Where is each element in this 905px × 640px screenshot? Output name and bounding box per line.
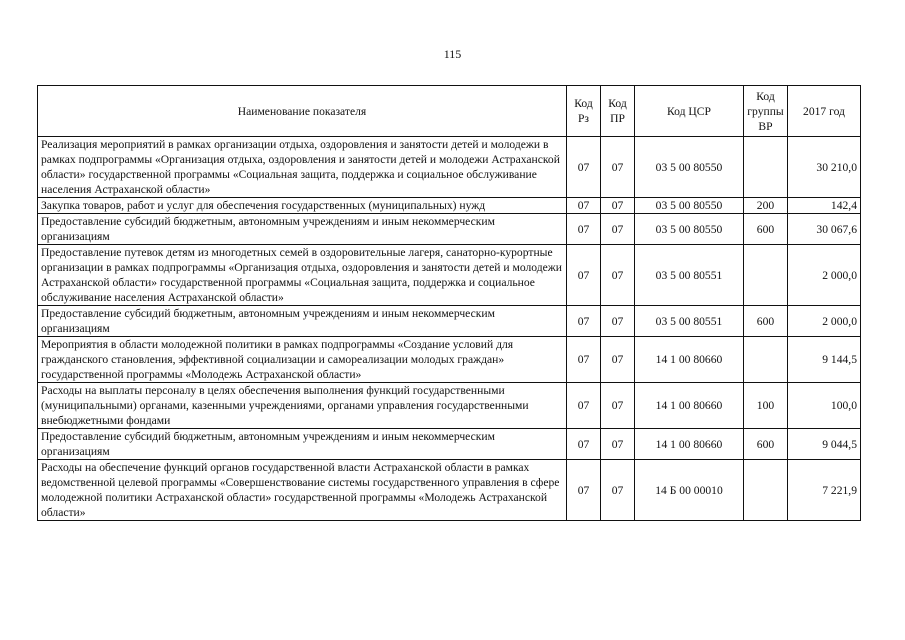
row-name: Предоставление субсидий бюджетным, автономным учреждениям и иным некоммерческим организациям xyxy=(38,429,567,460)
row-name: Мероприятия в области молодежной политики в рамках подпрограммы «Создание условий для гражданского становления, эффективной социализации и самореализации молодых граждан» государственной программы «Молодежь Астраханской области» xyxy=(38,337,567,383)
row-pr: 07 xyxy=(601,137,635,198)
row-amount: 9 144,5 xyxy=(788,337,861,383)
column-header-csr: Код ЦСР xyxy=(635,86,744,137)
column-header-pr: Код ПР xyxy=(601,86,635,137)
row-pr: 07 xyxy=(601,337,635,383)
budget-table xyxy=(37,85,861,521)
row-pr: 07 xyxy=(601,214,635,245)
row-name: Реализация мероприятий в рамках организации отдыха, оздоровления и занятости детей и молодежи в рамках подпрограммы «Организация отдыха, оздоровления и занятости детей и молодежи Астраханской области» государственной программы «Социальная защита, поддержка и социальное обслуживание населения Астраханской области» xyxy=(38,137,567,198)
column-header-vr: Код группы ВР xyxy=(744,86,788,137)
row-vr xyxy=(744,245,788,306)
row-amount: 2 000,0 xyxy=(788,306,861,337)
table-row xyxy=(38,383,861,429)
row-csr: 14 1 00 80660 xyxy=(635,337,744,383)
row-csr: 03 5 00 80550 xyxy=(635,198,744,214)
row-rz: 07 xyxy=(567,306,601,337)
table-row xyxy=(38,245,861,306)
row-amount: 100,0 xyxy=(788,383,861,429)
row-name: Предоставление путевок детям из многодетных семей в оздоровительные лагеря, санаторно-курортные организации в рамках подпрограммы «Организация отдыха, оздоровления и занятости детей и молодежи Астраханской области» государственной программы «Социальная защита, поддержка и социальное обслуживание населения Астраханской области» xyxy=(38,245,567,306)
row-csr: 03 5 00 80550 xyxy=(635,214,744,245)
row-pr: 07 xyxy=(601,198,635,214)
column-header-name: Наименование показателя xyxy=(38,86,567,137)
row-vr xyxy=(744,460,788,521)
row-name: Расходы на обеспечение функций органов государственной власти Астраханской области в рамках ведомственной целевой программы «Совершенствование системы государственного управления в сфере молодежной политики Астраханской области» государственной программы «Молодежь Астраханской области» xyxy=(38,460,567,521)
row-rz: 07 xyxy=(567,337,601,383)
row-csr: 03 5 00 80551 xyxy=(635,245,744,306)
row-rz: 07 xyxy=(567,460,601,521)
row-amount: 9 044,5 xyxy=(788,429,861,460)
row-amount: 7 221,9 xyxy=(788,460,861,521)
row-rz: 07 xyxy=(567,429,601,460)
row-rz: 07 xyxy=(567,214,601,245)
row-rz: 07 xyxy=(567,383,601,429)
table-row xyxy=(38,306,861,337)
row-vr: 600 xyxy=(744,306,788,337)
row-vr xyxy=(744,337,788,383)
column-header-rz: Код Рз xyxy=(567,86,601,137)
row-rz: 07 xyxy=(567,245,601,306)
row-name: Закупка товаров, работ и услуг для обеспечения государственных (муниципальных) нужд xyxy=(38,198,567,214)
row-csr: 14 Б 00 00010 xyxy=(635,460,744,521)
table-header-row xyxy=(38,86,861,137)
row-csr: 14 1 00 80660 xyxy=(635,429,744,460)
row-pr: 07 xyxy=(601,306,635,337)
page-number: 115 xyxy=(443,47,462,61)
row-rz: 07 xyxy=(567,198,601,214)
row-amount: 30 210,0 xyxy=(788,137,861,198)
row-pr: 07 xyxy=(601,383,635,429)
row-vr: 600 xyxy=(744,214,788,245)
row-vr: 100 xyxy=(744,383,788,429)
row-amount: 30 067,6 xyxy=(788,214,861,245)
row-pr: 07 xyxy=(601,245,635,306)
table-row xyxy=(38,337,861,383)
row-csr: 03 5 00 80551 xyxy=(635,306,744,337)
row-pr: 07 xyxy=(601,429,635,460)
row-name: Предоставление субсидий бюджетным, автономным учреждениям и иным некоммерческим организациям xyxy=(38,306,567,337)
row-rz: 07 xyxy=(567,137,601,198)
table-row xyxy=(38,460,861,521)
row-csr: 03 5 00 80550 xyxy=(635,137,744,198)
row-vr xyxy=(744,137,788,198)
table-row xyxy=(38,137,861,198)
table-row xyxy=(38,429,861,460)
row-vr: 200 xyxy=(744,198,788,214)
row-amount: 2 000,0 xyxy=(788,245,861,306)
table-row xyxy=(38,214,861,245)
row-name: Расходы на выплаты персоналу в целях обеспечения выполнения функций государственными (муниципальными) органами, казенными учреждениями, органами управления государственными внебюджетными фондами xyxy=(38,383,567,429)
row-csr: 14 1 00 80660 xyxy=(635,383,744,429)
row-pr: 07 xyxy=(601,460,635,521)
column-header-year: 2017 год xyxy=(788,86,861,137)
row-vr: 600 xyxy=(744,429,788,460)
table-row xyxy=(38,198,861,214)
row-name: Предоставление субсидий бюджетным, автономным учреждениям и иным некоммерческим организациям xyxy=(38,214,567,245)
row-amount: 142,4 xyxy=(788,198,861,214)
